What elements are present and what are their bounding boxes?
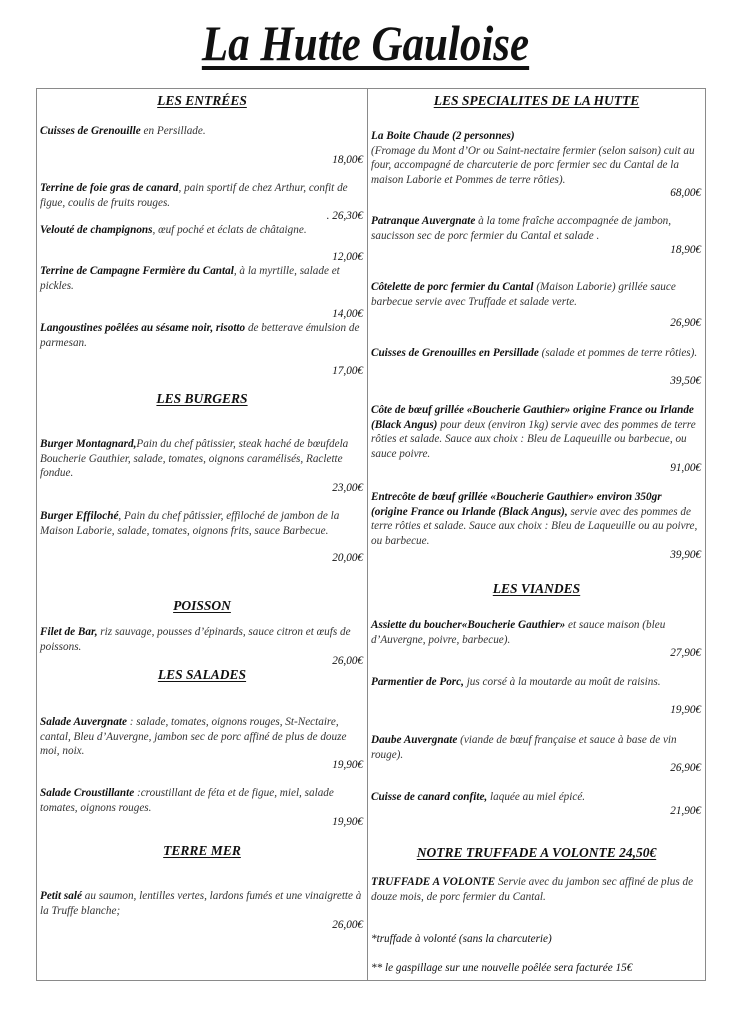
item-desc: et sauce maison (bleu d’Auvergne, poivre, barbecue). xyxy=(371,619,666,646)
item-price: 26,00€ xyxy=(332,919,363,931)
item-price: 21,90€ xyxy=(670,805,701,817)
item-desc: Servie avec du jambon sec affiné de plus de douze mois, de porc fermier du Cantal. xyxy=(371,876,694,903)
item-name: Cuisses de Grenouille xyxy=(40,125,141,137)
item-name: Parmentier de Porc, xyxy=(371,676,464,688)
item-name: Terrine de foie gras de canard xyxy=(40,182,179,194)
item-price: 39,90€ xyxy=(670,549,701,561)
item-desc: (Fromage du Mont d’Or ou Saint-nectaire fermier (selon saison) cuit au four, accompagné de charcuterie de porc fermier sec du Cantal de la maison Laborie et Pommes de terre rôties). xyxy=(371,144,695,186)
item-desc: de betterave émulsion de parmesan. xyxy=(40,322,360,349)
item-price: 26,90€ xyxy=(670,317,701,329)
item-desc: , pain sportif de chez Arthur, confit de figue, coulis de fruits rouges. xyxy=(40,182,348,209)
restaurant-title: La Hutte Gauloise xyxy=(201,15,530,71)
item-price: 91,00€ xyxy=(670,462,701,474)
item-desc: servie avec des pommes de terre rôties et salade. Sauce aux choix : Bleu de Laqueuille ou au poivre, ou barbecue. xyxy=(371,505,698,547)
menu-item xyxy=(40,223,363,238)
item-name: Burger Effiloché xyxy=(40,510,119,522)
item-desc: , à la myrtille, salade et pickles. xyxy=(40,265,340,292)
section-heading-entrees: LES ENTRÉES xyxy=(157,93,247,108)
menu-item xyxy=(371,346,701,361)
menu-item xyxy=(40,321,363,350)
item-name: La Boite Chaude (2 personnes) xyxy=(371,130,515,142)
item-name: Entrecôte de bœuf grillée «Boucherie Gauthier» environ 350gr (origine France ou Irlande (Black Angus), xyxy=(371,491,662,518)
item-name: Salade Auvergnate xyxy=(40,716,127,728)
section-heading-truffade: NOTRE TRUFFADE A VOLONTE 24,50€ xyxy=(416,845,657,860)
item-desc: :croustillant de féta et de figue, miel, salade tomates, oignons rouges. xyxy=(40,787,334,814)
section-heading-poisson: POISSON xyxy=(173,598,231,613)
menu-item xyxy=(371,129,701,187)
section-heading-burgers: LES BURGERS xyxy=(156,391,248,406)
item-name: Patranque Auvergnate xyxy=(371,215,476,227)
column-divider xyxy=(367,88,368,981)
item-desc: : salade, tomates, oignons rouges, St-Nectaire, cantal, Bleu d’Auvergne, jambon sec de porc affiné de plus de douze moi, noix. xyxy=(40,716,347,757)
menu-item xyxy=(371,280,701,309)
item-desc: à la tome fraîche accompagnée de jambon, saucisson sec de porc fermier du Cantal et salade . xyxy=(371,215,672,242)
item-desc: (Maison Laborie) grillée sauce barbecue servie avec Truffade et salade verte. xyxy=(371,281,676,308)
section-heading-terre-mer: TERRE MER xyxy=(163,843,241,858)
item-desc: en Persillade. xyxy=(140,125,206,137)
menu-item xyxy=(40,181,363,210)
menu-item xyxy=(40,509,363,538)
menu-item xyxy=(371,875,701,904)
item-desc: Pain du chef pâtissier, steak haché de bœufdela Boucherie Gauthier, salade, tomates, oignons caramélisés, Raclette fondue. xyxy=(40,438,349,479)
item-name: Assiette du boucher«Boucherie Gauthier» xyxy=(371,619,566,631)
item-name: Côtelette de porc fermier du Cantal xyxy=(371,281,534,293)
item-desc: jus corsé à la moutarde au moût de raisins. xyxy=(463,676,661,688)
item-price: 68,00€ xyxy=(670,187,701,199)
menu-item xyxy=(40,124,363,139)
item-price: 19,90€ xyxy=(332,759,363,771)
menu-item xyxy=(40,625,363,654)
menu-item xyxy=(40,889,363,918)
item-name: Langoustines poêlées au sésame noir, risotto xyxy=(40,322,246,334)
menu-item xyxy=(371,214,701,243)
section-heading-salades: LES SALADES xyxy=(157,667,247,682)
item-price: 12,00€ xyxy=(332,251,363,263)
item-price: 17,00€ xyxy=(332,365,363,377)
item-price: 23,00€ xyxy=(332,482,363,494)
item-price: 19,90€ xyxy=(332,816,363,828)
menu-item xyxy=(40,786,363,815)
footnote: *truffade à volonté (sans la charcuterie) xyxy=(371,933,552,945)
menu-item xyxy=(371,403,701,461)
item-price: 26,00€ xyxy=(332,655,363,667)
item-desc: (viande de bœuf française et sauce à base de vin rouge). xyxy=(371,734,677,761)
item-desc: pour deux (environ 1kg) servie avec des pommes de terre rôties et salade. Sauce aux choix : Bleu de Laqueuille ou barbecue, ou sauce poivre. xyxy=(371,418,696,460)
item-price: 18,00€ xyxy=(332,154,363,166)
item-name: Cuisses de Grenouilles en Persillade xyxy=(371,347,539,359)
item-name: Petit salé xyxy=(40,890,82,902)
menu-item xyxy=(371,675,701,690)
item-name: Velouté de champignons xyxy=(40,224,153,236)
item-price: 39,50€ xyxy=(670,375,701,387)
menu-item xyxy=(40,715,363,759)
item-name: Daube Auvergnate xyxy=(371,734,458,746)
menu-item xyxy=(371,733,701,762)
menu-item xyxy=(371,490,701,548)
item-desc: (salade et pommes de terre rôties). xyxy=(538,347,698,359)
menu-item xyxy=(40,264,363,293)
item-price: . 26,30€ xyxy=(326,210,363,222)
item-name: TRUFFADE A VOLONTE xyxy=(371,876,496,888)
item-price: 14,00€ xyxy=(332,308,363,320)
item-price: 26,90€ xyxy=(670,762,701,774)
item-desc: , œuf poché et éclats de châtaigne. xyxy=(152,224,307,236)
item-desc: laquée au miel épicé. xyxy=(487,791,586,803)
item-desc: , Pain du chef pâtissier, effiloché de jambon de la Maison Laborie, salade, tomates, oignons frits, sauce Barbecue. xyxy=(40,510,340,537)
item-price: 27,90€ xyxy=(670,647,701,659)
section-heading-viandes: LES VIANDES xyxy=(492,581,581,596)
menu-item xyxy=(371,790,701,805)
item-price: 20,00€ xyxy=(332,552,363,564)
item-name: Burger Montagnard, xyxy=(40,438,137,450)
item-price: 18,90€ xyxy=(670,244,701,256)
section-heading-specialites: LES SPECIALITES DE LA HUTTE xyxy=(433,93,640,108)
item-name: Cuisse de canard confite, xyxy=(371,791,488,803)
item-desc: riz sauvage, pousses d’épinards, sauce citron et œufs de poissons. xyxy=(40,626,351,653)
item-price: 19,90€ xyxy=(670,704,701,716)
item-desc: au saumon, lentilles vertes, lardons fumés et une vinaigrette à la Truffe blanche; xyxy=(40,890,362,917)
menu-item xyxy=(40,437,363,481)
item-name: Filet de Bar, xyxy=(40,626,98,638)
item-name: Côte de bœuf grillée «Boucherie Gauthier» origine France ou Irlande (Black Angus) xyxy=(371,404,694,431)
item-name: Terrine de Campagne Fermière du Cantal xyxy=(40,265,234,277)
footnote: ** le gaspillage sur une nouvelle poêlée sera facturée 15€ xyxy=(371,962,633,974)
item-name: Salade Croustillante xyxy=(40,787,135,799)
menu-item xyxy=(371,618,701,647)
